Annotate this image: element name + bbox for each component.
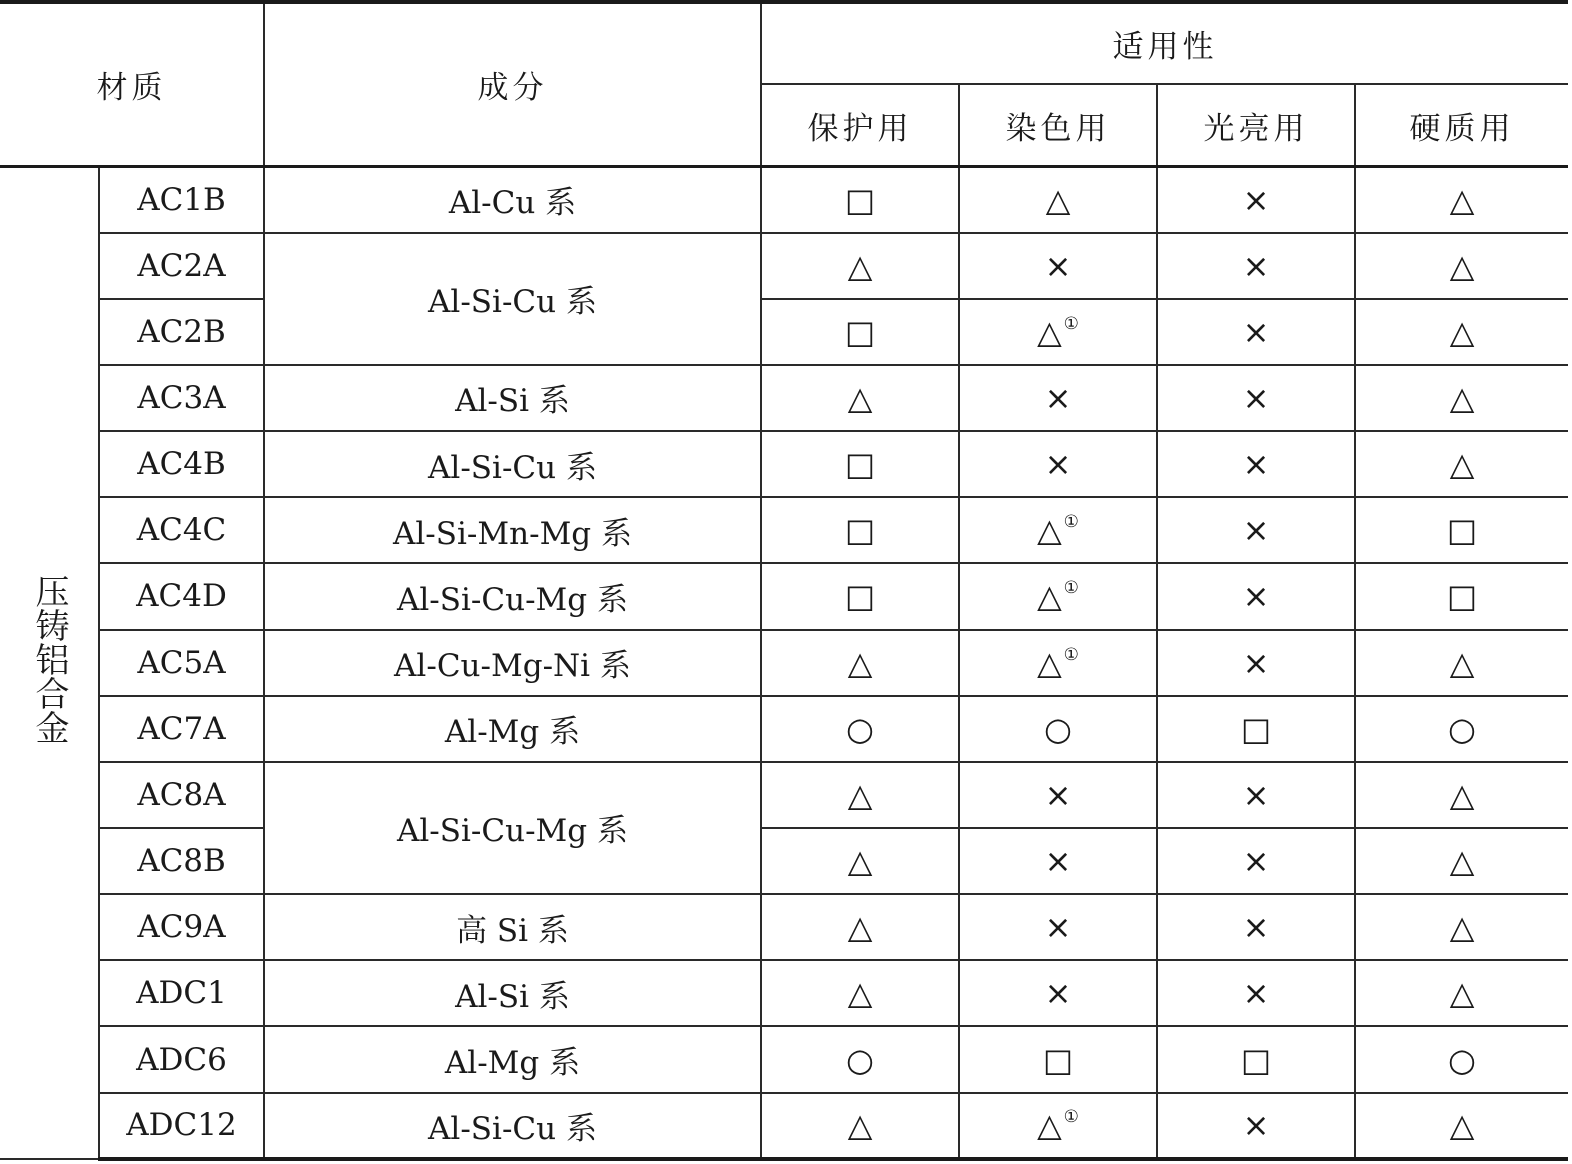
material-cell: ADC1 [99,960,264,1026]
rating-cell [1157,1093,1355,1159]
rating-symbol: △ [1037,577,1062,616]
header-row-1 [0,2,1568,84]
rating-cell [761,431,959,497]
rating-cell [1157,630,1355,696]
rating-cell [1157,365,1355,431]
composition-cell: Al-Si 系 [264,960,761,1026]
rating-cell [1355,828,1568,894]
rating-symbol: × [1044,775,1072,814]
rating-cell [761,563,959,629]
rating-symbol: × [1044,974,1072,1013]
rating-symbol: △ [1449,643,1475,682]
header-hard: 硬质用 [1355,84,1568,166]
footnote-mark: ① [1063,313,1079,334]
group-label-cell [0,166,99,1159]
rating-cell [761,762,959,828]
material-cell: AC1B [99,166,264,232]
header-protective: 保护用 [761,84,959,166]
rating-symbol: △ [1037,312,1062,351]
rating-cell [959,630,1157,696]
rating-cell [959,431,1157,497]
composition-cell: Al-Si-Cu-Mg 系 [264,762,761,894]
group-label: 压铸铝合金 [29,573,69,744]
rating-cell [959,1093,1157,1159]
rating-cell [1355,497,1568,563]
header-suitability: 适用性 [761,2,1568,84]
rating-symbol: △ [1037,643,1062,682]
rating-symbol: × [1242,974,1270,1013]
rating-symbol: ○ [1448,1040,1476,1079]
rating-symbol: ○ [846,1040,874,1079]
composition-cell: Al-Si-Cu 系 [264,233,761,365]
table-row [0,828,1568,894]
rating-cell [1157,299,1355,365]
rating-cell [761,894,959,960]
table-row [0,563,1568,629]
rating-symbol: × [1044,908,1072,947]
table-row [0,431,1568,497]
material-cell: AC5A [99,630,264,696]
rating-cell [1355,1026,1568,1092]
rating-symbol: △ [847,246,873,285]
table-row [0,497,1568,563]
footnote-mark: ① [1063,1107,1079,1128]
rating-symbol: × [1242,511,1270,550]
rating-cell [1157,166,1355,232]
rating-symbol: × [1044,445,1072,484]
material-cell: AC4C [99,497,264,563]
rating-symbol: □ [1240,709,1272,748]
rating-cell [959,166,1157,232]
composition-cell: Al-Cu-Mg-Ni 系 [264,630,761,696]
composition-cell: Al-Mg 系 [264,696,761,762]
rating-cell [1157,233,1355,299]
rating-symbol: × [1044,378,1072,417]
header-composition: 成分 [264,2,761,166]
rating-cell [1355,630,1568,696]
table-row [0,365,1568,431]
rating-symbol: ○ [1044,709,1072,748]
rating-symbol: × [1242,908,1270,947]
rating-cell [1157,497,1355,563]
rating-cell [959,960,1157,1026]
rating-cell [761,166,959,232]
material-cell: AC3A [99,365,264,431]
header-dyeing: 染色用 [959,84,1157,166]
rating-cell [1355,762,1568,828]
composition-cell: 高 Si 系 [264,894,761,960]
rating-symbol: △ [847,908,873,947]
rating-cell [1157,431,1355,497]
material-cell: ADC12 [99,1093,264,1159]
rating-symbol: △ [1449,1106,1475,1145]
header-bright: 光亮用 [1157,84,1355,166]
rating-symbol: × [1242,1106,1270,1145]
composition-cell: Al-Mg 系 [264,1026,761,1092]
rating-symbol: △ [1037,511,1062,550]
rating-symbol: △ [1449,445,1475,484]
rating-cell [959,828,1157,894]
material-cell: AC8B [99,828,264,894]
rating-symbol: × [1242,577,1270,616]
rating-cell [761,365,959,431]
rating-cell [1355,233,1568,299]
rating-symbol: □ [844,445,876,484]
rating-cell [1355,365,1568,431]
rating-cell [1157,696,1355,762]
rating-cell [761,696,959,762]
rating-cell [761,1093,959,1159]
rating-symbol: × [1242,445,1270,484]
rating-cell [1355,960,1568,1026]
rating-symbol: △ [847,974,873,1013]
table-row [0,894,1568,960]
rating-symbol: △ [847,1106,873,1145]
rating-symbol: □ [844,511,876,550]
rating-cell [959,497,1157,563]
material-cell: AC7A [99,696,264,762]
rating-symbol: × [1044,842,1072,881]
rating-symbol: × [1242,246,1270,285]
rating-cell [761,299,959,365]
rating-symbol: △ [1449,378,1475,417]
composition-cell: Al-Si 系 [264,365,761,431]
rating-cell [1157,1026,1355,1092]
rating-symbol: △ [1449,312,1475,351]
composition-cell: Al-Si-Cu 系 [264,1093,761,1159]
rating-symbol: × [1242,775,1270,814]
material-cell: AC9A [99,894,264,960]
footnote-mark: ① [1063,512,1079,533]
rating-cell [959,233,1157,299]
rating-symbol: ○ [846,709,874,748]
composition-cell: Al-Si-Cu-Mg 系 [264,563,761,629]
rating-symbol: × [1242,312,1270,351]
rating-symbol: △ [1449,775,1475,814]
table-row [0,233,1568,299]
header-material: 材质 [0,2,264,166]
table-row [0,166,1568,232]
rating-symbol: △ [1045,180,1071,219]
rating-cell [1157,960,1355,1026]
composition-cell: Al-Si-Mn-Mg 系 [264,497,761,563]
table-row [0,762,1568,828]
rating-symbol: △ [1449,246,1475,285]
rating-cell [1157,563,1355,629]
rating-symbol: □ [844,180,876,219]
rating-cell [761,1026,959,1092]
table-row [0,630,1568,696]
rating-cell [761,960,959,1026]
rating-cell [1355,696,1568,762]
rating-symbol: △ [847,643,873,682]
rating-cell [1355,431,1568,497]
composition-cell: Al-Si-Cu 系 [264,431,761,497]
rating-symbol: × [1242,180,1270,219]
rating-cell [959,299,1157,365]
table-row [0,1093,1568,1159]
rating-symbol: × [1044,246,1072,285]
rating-cell [761,828,959,894]
footnote-mark: ① [1063,644,1079,665]
rating-cell [761,233,959,299]
rating-cell [1157,762,1355,828]
footnote-mark: ① [1063,578,1079,599]
rating-cell [1355,299,1568,365]
rating-symbol: △ [847,842,873,881]
table-row [0,1026,1568,1092]
table-row [0,960,1568,1026]
material-cell: AC2B [99,299,264,365]
rating-symbol: □ [1446,511,1478,550]
material-cell: ADC6 [99,1026,264,1092]
rating-symbol: △ [847,378,873,417]
rating-cell [761,497,959,563]
rating-cell [959,894,1157,960]
rating-cell [1355,894,1568,960]
rating-symbol: △ [1037,1106,1062,1145]
material-cell: AC8A [99,762,264,828]
rating-symbol: △ [1449,180,1475,219]
rating-cell [959,696,1157,762]
table-row [0,696,1568,762]
rating-cell [959,365,1157,431]
rating-cell [959,1026,1157,1092]
material-cell: AC4D [99,563,264,629]
rating-symbol: × [1242,842,1270,881]
material-cell: AC2A [99,233,264,299]
rating-symbol: △ [1449,974,1475,1013]
rating-symbol: □ [844,577,876,616]
rating-symbol: △ [847,775,873,814]
rating-cell [1157,828,1355,894]
rating-symbol: □ [1042,1040,1074,1079]
material-cell: AC4B [99,431,264,497]
rating-cell [959,762,1157,828]
rating-symbol: × [1242,643,1270,682]
rating-cell [1355,166,1568,232]
rating-symbol: × [1242,378,1270,417]
rating-cell [1355,563,1568,629]
rating-symbol: △ [1449,842,1475,881]
rating-symbol: □ [1240,1040,1272,1079]
rating-cell [1355,1093,1568,1159]
table-row [0,299,1568,365]
rating-symbol: ○ [1448,709,1476,748]
rating-symbol: □ [1446,577,1478,616]
rating-symbol: △ [1449,908,1475,947]
rating-symbol: □ [844,312,876,351]
rating-cell [959,563,1157,629]
rating-cell [761,630,959,696]
rating-cell [1157,894,1355,960]
composition-cell: Al-Cu 系 [264,166,761,232]
